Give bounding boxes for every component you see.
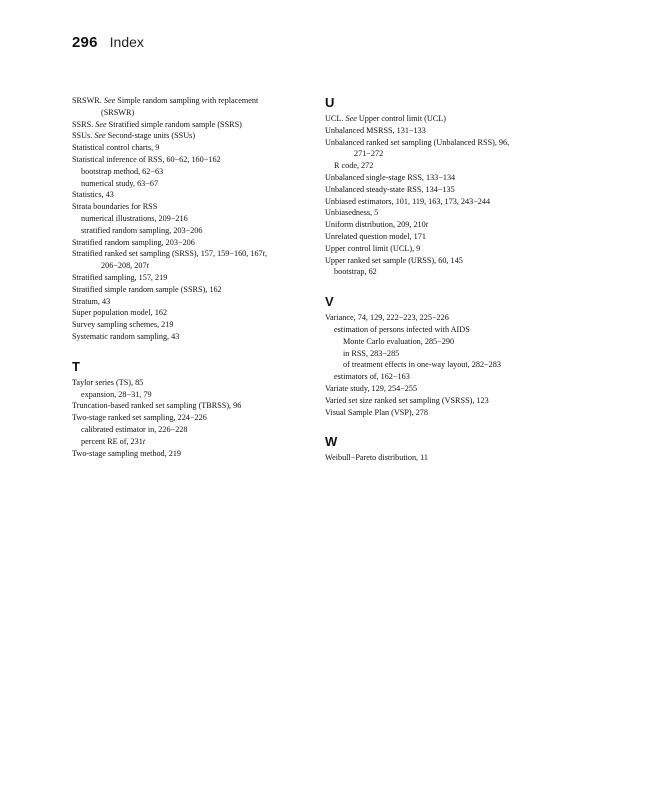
index-letter-heading: U — [325, 95, 335, 110]
index-entry: Unbalanced steady-state RSS, 134−135 — [325, 184, 455, 194]
index-entry: Taylor series (TS), 85 — [72, 377, 144, 387]
index-letter-heading: V — [325, 294, 334, 310]
index-group-v — [325, 312, 557, 418]
index-subentry: bootstrap, 62 — [334, 267, 377, 277]
index-entry: Two-stage ranked set sampling, 224−226 — [72, 413, 207, 423]
index-subentry: in RSS, 283−285 — [343, 348, 400, 358]
index-entry: Super population model, 162 — [72, 308, 168, 318]
index-entry: Stratified simple random sample (SSRS), 162 — [72, 284, 222, 294]
index-entry: Statistics, 43 — [72, 190, 114, 200]
index-subentry: R code, 272 — [334, 161, 374, 171]
index-subentry: numerical illustrations, 209−216 — [81, 213, 188, 223]
index-subentry: estimation of persons infected with AIDS — [334, 324, 470, 334]
section-title: Index — [109, 34, 144, 50]
index-entry: Varied set size ranked set sampling (VSRSS), 123 — [325, 395, 489, 405]
index-subentry: stratified random sampling, 203−206 — [81, 225, 203, 235]
index-entry: Truncation-based ranked set sampling (TBRSS), 96 — [72, 401, 242, 411]
index-entry: UCL. See Upper control limit (UCL) — [325, 114, 446, 123]
index-entry: Unbalanced MSRSS, 131−133 — [325, 125, 426, 135]
index-entry-continuation: 206−208, 207t — [101, 261, 149, 271]
index-entry: Stratum, 43 — [72, 296, 111, 306]
index-entry: Variance, 74, 129, 222−223, 225−226 — [325, 313, 449, 323]
index-entry: SSUs. See Second-stage units (SSUs) — [72, 131, 196, 141]
index-entry: Stratified random sampling, 203−206 — [72, 237, 195, 247]
index-entry: Upper control limit (UCL), 9 — [325, 243, 421, 253]
index-subentry: numerical study, 63−67 — [81, 178, 159, 188]
index-group-w — [325, 452, 557, 464]
index-group-s — [72, 95, 304, 343]
index-entry-continuation: (SRSWR) — [101, 107, 135, 117]
index-subentry: bootstrap method, 62−63 — [81, 166, 164, 176]
index-entry: Visual Sample Plan (VSP), 278 — [325, 407, 428, 417]
index-entry: Unbiasedness, 5 — [325, 208, 379, 218]
index-subentry: percent RE of, 231t — [81, 436, 146, 446]
index-entry: Two-stage sampling method, 219 — [72, 448, 182, 458]
index-subentry: expansion, 28−31, 79 — [81, 389, 152, 399]
index-subentry: Monte Carlo evaluation, 285−290 — [343, 336, 455, 346]
page-number: 296 — [72, 34, 98, 51]
index-column-left — [72, 95, 304, 459]
index-entry: Unrelated question model, 171 — [325, 231, 426, 241]
index-entry: Upper ranked set sample (URSS), 60, 145 — [325, 255, 463, 265]
index-entry-continuation: 271−272 — [354, 149, 384, 159]
running-header — [72, 34, 144, 56]
index-entry: Unbiased estimators, 101, 119, 163, 173, 243−244 — [325, 196, 491, 206]
index-entry: Weibull−Pareto distribution, 11 — [325, 453, 429, 463]
index-entry: Unbalanced single-stage RSS, 133−134 — [325, 172, 456, 182]
index-subentry: estimators of, 162−163 — [334, 372, 410, 382]
index-entry: SSRS. See Stratified simple random sample (SSRS) — [72, 119, 242, 129]
index-letter-heading: W — [325, 434, 338, 450]
index-entry: Stratified ranked set sampling (SRSS), 157, 159−160, 167t, — [72, 249, 267, 259]
index-entry: Variate study, 129, 254−255 — [325, 383, 418, 393]
index-entry: Unbalanced ranked set sampling (Unbalanced RSS), 96, — [325, 137, 510, 147]
index-group-u — [325, 113, 557, 278]
index-entry: Survey sampling schemes, 219 — [72, 320, 174, 330]
index-entry: Strata boundaries for RSS — [72, 202, 158, 212]
index-subentry: calibrated estimator in, 226−228 — [81, 424, 188, 434]
index-entry: Stratified sampling, 157, 219 — [72, 272, 168, 282]
index-entry: SRSWR. See Simple random sampling with replacement — [72, 96, 259, 105]
index-entry: Statistical inference of RSS, 60−62, 160−162 — [72, 154, 221, 164]
index-entry: Uniform distribution, 209, 210t — [325, 220, 429, 230]
index-letter-heading: T — [72, 358, 80, 374]
index-group-t — [72, 377, 304, 460]
index-entry: Statistical control charts, 9 — [72, 143, 160, 153]
index-column-right — [325, 95, 557, 464]
index-subentry: of treatment effects in one-way layout, 282−283 — [343, 360, 501, 370]
index-entry: Systematic random sampling, 43 — [72, 331, 180, 341]
